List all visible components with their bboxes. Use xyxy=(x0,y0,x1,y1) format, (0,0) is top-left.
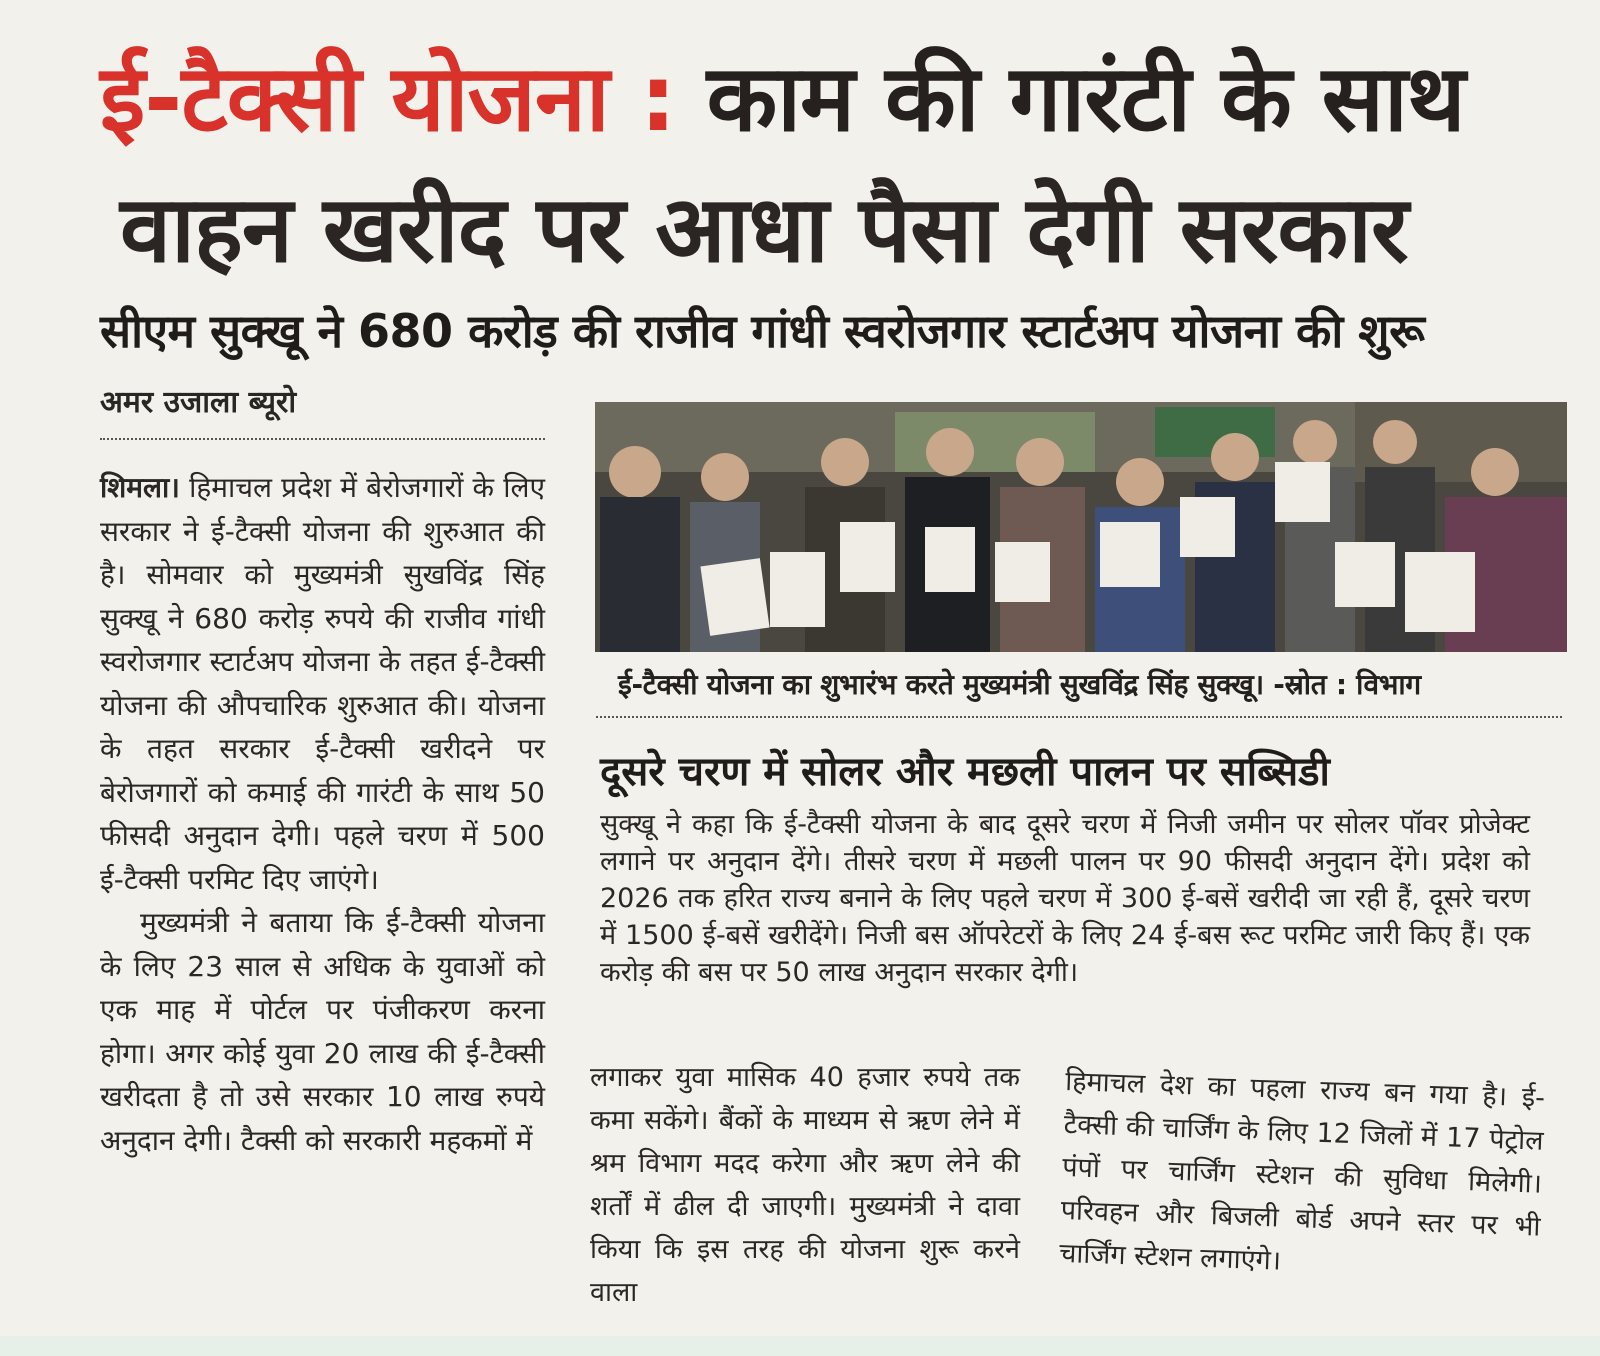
byline: अमर उजाला ब्यूरो xyxy=(100,385,297,420)
caption-divider xyxy=(596,716,1562,718)
news-photo-illustration xyxy=(595,402,1567,652)
left-paragraph-1 xyxy=(100,466,545,901)
byline-divider xyxy=(100,438,545,440)
section-heading: दूसरे चरण में सोलर और मछली पालन पर सब्सिडी xyxy=(600,749,1330,795)
headline xyxy=(100,34,1560,164)
section-body: सुक्खू ने कहा कि ई-टैक्सी योजना के बाद दूसरे चरण में निजी जमीन पर सोलर पॉवर प्रोजेक्ट लगाने पर अनुदान देंगे। तीसरे चरण में मछली पालन पर 90 फीसदी अनुदान देंगे। प्रदेश को 2026 तक हरित राज्य बनाने के लिए पहले चरण में 300 ई-बसें खरीदी जा रही हैं, दूसरे चरण में 1500 ई-बसें खरीदेंगे। निजी बस ऑपरेटरों के लिए 24 ई-बस रूट परमिट जारी किए हैं। एक करोड़ की बस पर 50 लाख अनुदान सरकार देगी। xyxy=(600,809,1530,988)
headline-second-line: वाहन खरीद पर आधा पैसा देगी सरकार xyxy=(120,176,1408,283)
photo-caption: ई-टैक्सी योजना का शुभारंभ करते मुख्यमंत्री सुखविंद्र सिंह सुक्खू। -स्रोत : विभाग xyxy=(618,668,1421,701)
middle-column-text: लगाकर युवा मासिक 40 हजार रुपये तक कमा सकेंगे। बैंकों के माध्यम से ऋण लेने में श्रम विभाग मदद करेगा और ऋण लेने की शर्तों में ढील दी जाएगी। मुख्यमंत्री ने दावा किया कि इस तरह की योजना शुरू करने वाला xyxy=(590,1062,1020,1308)
right-column-text: हिमाचल देश का पहला राज्य बन गया है। ई-टैक्सी की चार्जिंग के लिए 12 जिलों में 17 पेट्रोल पंपों पर चार्जिंग स्टेशन की सुविधा मिलेगी। परिवहन और बिजली बोर्ड अपने स्तर पर भी चार्जिंग स्टेशन लगाएंगे। xyxy=(1058,1065,1546,1277)
dateline: शिमला। xyxy=(100,471,180,504)
headline-guarantee: काम की गारंटी के साथ xyxy=(706,45,1465,152)
left-paragraph-2: मुख्यमंत्री ने बताया कि ई-टैक्सी योजना के लिए 23 साल से अधिक के युवाओं को एक माह में पोर्टल पर पंजीकरण करना होगा। अगर कोई युवा 20 लाख की ई-टैक्सी खरीदता है तो उसे सरकार 10 लाख रुपये अनुदान देगी। टैक्सी को सरकारी महकमों में xyxy=(100,906,545,1157)
subheadline: सीएम सुक्खू ने 680 करोड़ की राजीव गांधी स्वरोजगार स्टार्टअप योजना की शुरू xyxy=(100,304,1425,358)
page-bottom-edge xyxy=(0,1336,1600,1356)
news-photo xyxy=(595,402,1567,652)
left-paragraph-1-text: हिमाचल प्रदेश में बेरोजगारों के लिए सरकार ने ई-टैक्सी योजना की शुरुआत की है। सोमवार को मुख्यमंत्री सुखविंद्र सिंह सुक्खू ने 680 करोड़ रुपये की राजीव गांधी स्वरोजगार स्टार्टअप योजना के तहत ई-टैक्सी योजना की औपचारिक शुरुआत की। योजना के तहत सरकार ई-टैक्सी खरीदने पर बेरोजगारों को कमाई की गारंटी के साथ 50 फीसदी अनुदान देगी। पहले चरण में 500 ई-टैक्सी परमिट दिए जाएंगे। xyxy=(100,471,545,896)
left-column-article xyxy=(100,466,545,1162)
headline-scheme-name: ई-टैक्सी योजना : xyxy=(100,45,676,152)
